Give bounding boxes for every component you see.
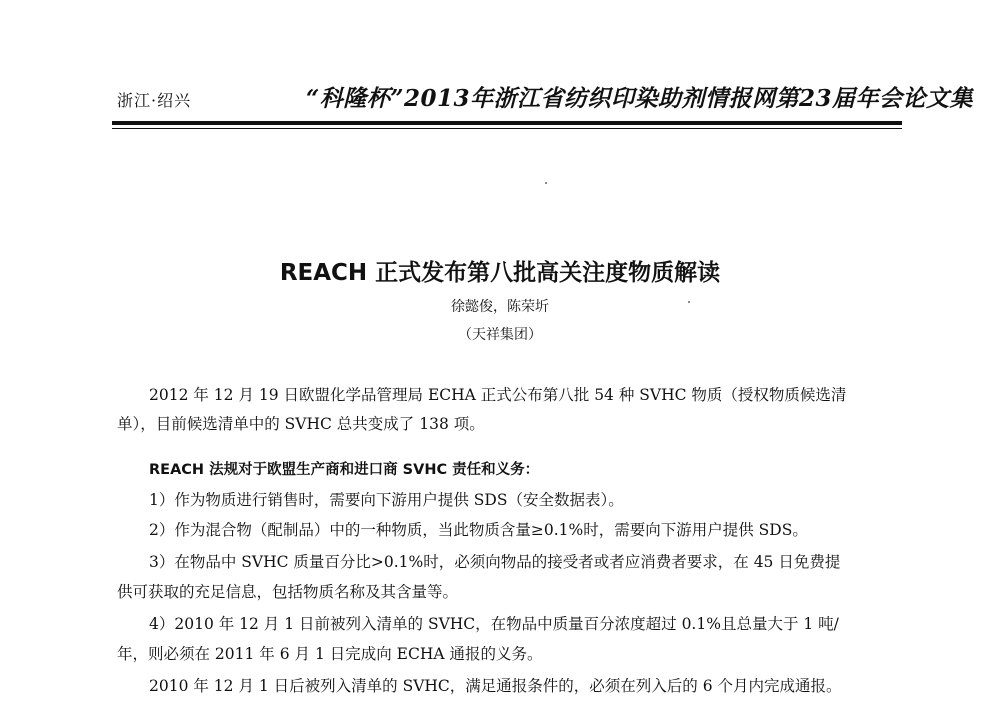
obligation-item-4-line-2: 年，则必须在 2011 年 6 月 1 日完成向 ECHA 通报的义务。 xyxy=(117,645,543,663)
obligation-item-4-line-3: 2010 年 12 月 1 日后被列入清单的 SVHC，满足通报条件的，必须在列入后的 6 个月内完成通报。 xyxy=(149,677,842,695)
intro-line-2: 单），目前候选清单中的 SVHC 总共变成了 138 项。 xyxy=(117,415,485,433)
obligation-item-2: 2）作为混合物（配制品）中的一种物质，当此物质含量≥0.1%时，需要向下游用户提供 SDS。 xyxy=(149,521,808,539)
intro-line-1: 2012 年 12 月 19 日欧盟化学品管理局 ECHA 正式公布第八批 54 种 SVHC 物质（授权物质候选清 xyxy=(149,386,847,404)
obligation-item-3-line-1: 3）在物品中 SVHC 质量百分比>0.1%时，必须向物品的接受者或者应消费者要求，在 45 日免费提 xyxy=(149,553,841,571)
scan-speck xyxy=(545,182,547,184)
header-rule-thin xyxy=(112,128,902,129)
proceedings-title: “科隆杯”2013年浙江省纺织印染助剂情报网第23届年会论文集 xyxy=(306,85,973,112)
obligation-item-4-line-1: 4）2010 年 12 月 1 日前被列入清单的 SVHC，在物品中质量百分浓度超过 0.1%且总量大于 1 吨/ xyxy=(149,615,839,633)
article-title: REACH 正式发布第八批高关注度物质解读 xyxy=(279,260,721,286)
obligation-item-1: 1）作为物质进行销售时，需要向下游用户提供 SDS（安全数据表）。 xyxy=(149,491,624,509)
obligation-item-3-line-2: 供可获取的充足信息，包括物质名称及其含量等。 xyxy=(117,583,459,601)
article-authors: 徐懿俊，陈荣圻 xyxy=(451,299,549,315)
header-location: 浙江·绍兴 xyxy=(117,91,192,110)
article-affiliation: （天祥集团） xyxy=(458,327,542,343)
header-rule xyxy=(112,121,902,125)
obligations-heading: REACH 法规对于欧盟生产商和进口商 SVHC 责任和义务： xyxy=(149,462,540,478)
